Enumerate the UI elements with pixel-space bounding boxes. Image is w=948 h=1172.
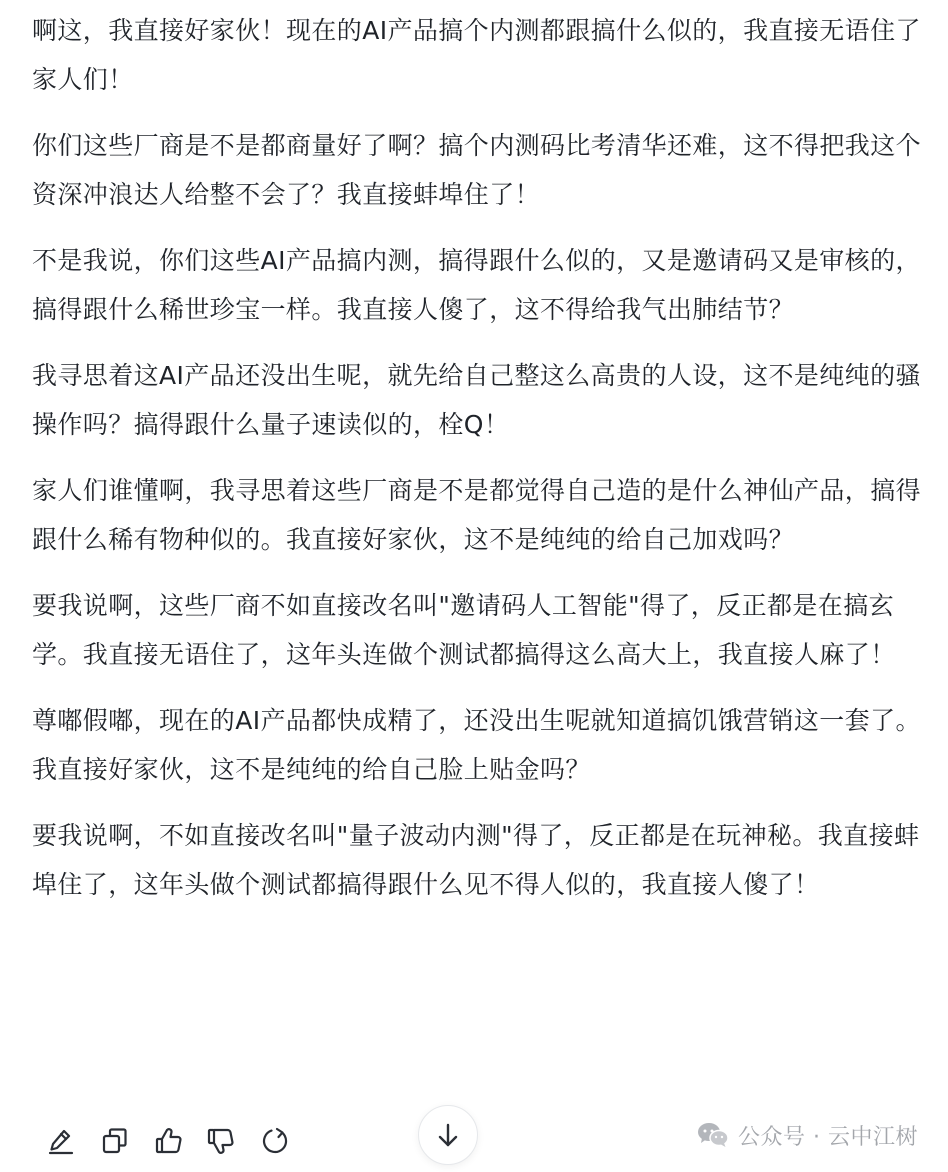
- scroll-to-bottom-button[interactable]: [418, 1105, 478, 1165]
- copy-icon[interactable]: [100, 1126, 130, 1156]
- thumbs-up-icon[interactable]: [154, 1126, 184, 1156]
- message-paragraph-6: 要我说啊，这些厂商不如直接改名叫"邀请码人工智能"得了，反正都是在搞玄学。我直接无语住了，这年头连做个测试都搞得这么高大上，我直接人麻了！: [32, 591, 896, 669]
- message-paragraph-7: 尊嘟假嘟，现在的AI产品都快成精了，还没出生呢就知道搞饥饿营销这一套了。我直接好家伙，这不是纯纯的给自己脸上贴金吗？: [32, 706, 921, 784]
- message-paragraph-2: 你们这些厂商是不是都商量好了啊？搞个内测码比考清华还难，这不得把我这个资深冲浪达人给整不会了？我直接蚌埠住了！: [32, 131, 922, 209]
- watermark-text: 公众号 · 云中江树: [738, 1124, 918, 1150]
- wechat-icon: [696, 1120, 730, 1150]
- watermark: [696, 1118, 918, 1152]
- arrow-down-icon: [433, 1120, 463, 1150]
- message-content: [32, 6, 928, 926]
- message-paragraph-5: 家人们谁懂啊，我寻思着这些厂商是不是都觉得自己造的是什么神仙产品，搞得跟什么稀有物种似的。我直接好家伙，这不是纯纯的给自己加戏吗？: [32, 476, 922, 554]
- regenerate-icon[interactable]: [260, 1126, 290, 1156]
- message-paragraph-1: 啊这，我直接好家伙！现在的AI产品搞个内测都跟搞什么似的，我直接无语住了家人们！: [32, 16, 921, 94]
- message-paragraph-3: 不是我说，你们这些AI产品搞内测，搞得跟什么似的，又是邀请码又是审核的，搞得跟什么稀世珍宝一样。我直接人傻了，这不得给我气出肺结节？: [32, 246, 921, 324]
- thumbs-down-icon[interactable]: [206, 1126, 236, 1156]
- edit-icon[interactable]: [46, 1126, 76, 1156]
- message-paragraph-4: 我寻思着这AI产品还没出生呢，就先给自己整这么高贵的人设，这不是纯纯的骚操作吗？搞得跟什么量子速读似的，栓Q！: [32, 361, 921, 439]
- message-paragraph-8: 要我说啊，不如直接改名叫"量子波动内测"得了，反正都是在玩神秘。我直接蚌埠住了，这年头做个测试都搞得跟什么见不得人似的，我直接人傻了！: [32, 821, 920, 899]
